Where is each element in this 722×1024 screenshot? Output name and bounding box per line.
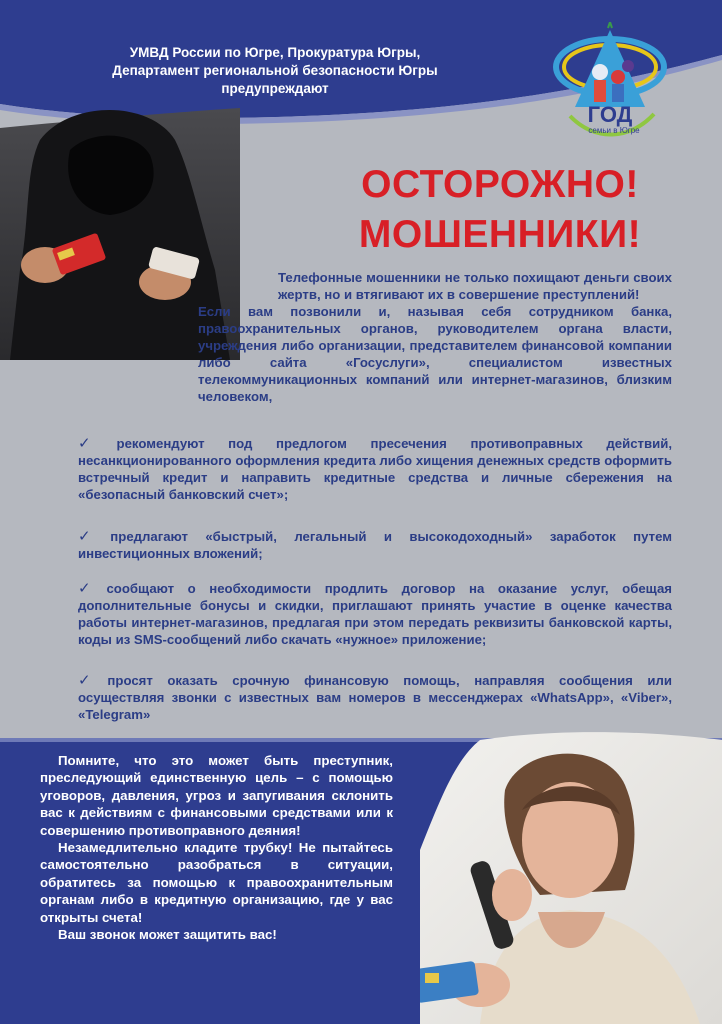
bullet-text: просят оказать срочную финансовую помощь, направляя сообщения или осуществляя звонки с известных вам номеров в мессенджерах «WhatsApp», «Viber», «Telegram»	[78, 673, 672, 722]
intro-text	[78, 269, 672, 405]
bullet-text: рекомендуют под предлогом пресечения противоправных действий, несанкционированного оформления кредита либо хищения денежных средств оформить встречный кредит и направить кредитные средства и личные сбережения на «безопасный банковский счет»;	[78, 436, 672, 502]
header-line: предупреждают	[221, 81, 329, 96]
title-line-2: МОШЕННИКИ!	[358, 213, 642, 256]
header-line: УМВД России по Югре, Прокуратура Югры,	[129, 45, 421, 60]
header-line: Департамент региональной безопасности Югры	[112, 63, 438, 78]
bullet-item	[78, 672, 672, 723]
bullet-text: сообщают о необходимости продлить договор на оказание услуг, обещая дополнительные бонусы и скидки, приглашают принять участие в оценке качества работы интернет-магазинов, предлагая при этом передать реквизиты банковской карты, коды из SMS-сообщений либо скачать «нужное» приложение;	[78, 581, 672, 647]
bullet-item	[78, 435, 672, 503]
checkmark-icon: ✓	[78, 435, 111, 452]
header-issuers	[60, 44, 490, 98]
warning-title	[300, 160, 700, 260]
title-line-1: ОСТОРОЖНО!	[361, 163, 639, 206]
intro-paragraph-2: Если вам позвонили и, называя себя сотрудником банка, правоохранительных органов, руководителем органа власти, учреждения либо организации, представителем финансовой компании либо сайта «Госуслуги», специалистом известных телекоммуникационных компаний или интернет-магазинов, близким человеком,	[198, 304, 672, 404]
logo-word: ГОД	[587, 102, 633, 127]
bullet-text: предлагают «быстрый, легальный и высокодоходный» заработок путем инвестиционных вложений;	[78, 529, 672, 561]
checkmark-icon: ✓	[78, 672, 102, 689]
intro-paragraph-1: Телефонные мошенники не только похищают деньги своих жертв, но и втягивают их в совершение преступлений!	[278, 270, 672, 302]
logo-subtitle: семьи в Югре	[588, 126, 640, 135]
bottom-paragraph-3: Ваш звонок может защитить вас!	[58, 927, 277, 943]
family-year-logo	[550, 22, 670, 142]
bullet-item	[78, 580, 672, 648]
woman-on-phone-photo	[420, 730, 722, 1024]
checkmark-icon: ✓	[78, 580, 101, 597]
bottom-paragraph-1: Помните, что это может быть преступник, преследующий единственную цель – с помощью уговоров, давления, угроз и запугивания склонить вас к действиям с финансовыми средствами или к совершению противоправного деяния!	[40, 753, 393, 838]
checkmark-icon: ✓	[78, 528, 105, 545]
bottom-advice	[40, 752, 393, 943]
bottom-paragraph-2: Незамедлительно кладите трубку! Не пытайтесь самостоятельно разобраться в ситуации, обратитесь за помощью к правоохранительным органам либо в кредитную организацию, где у вас открыты счета!	[40, 840, 393, 925]
bullet-item	[78, 528, 672, 562]
